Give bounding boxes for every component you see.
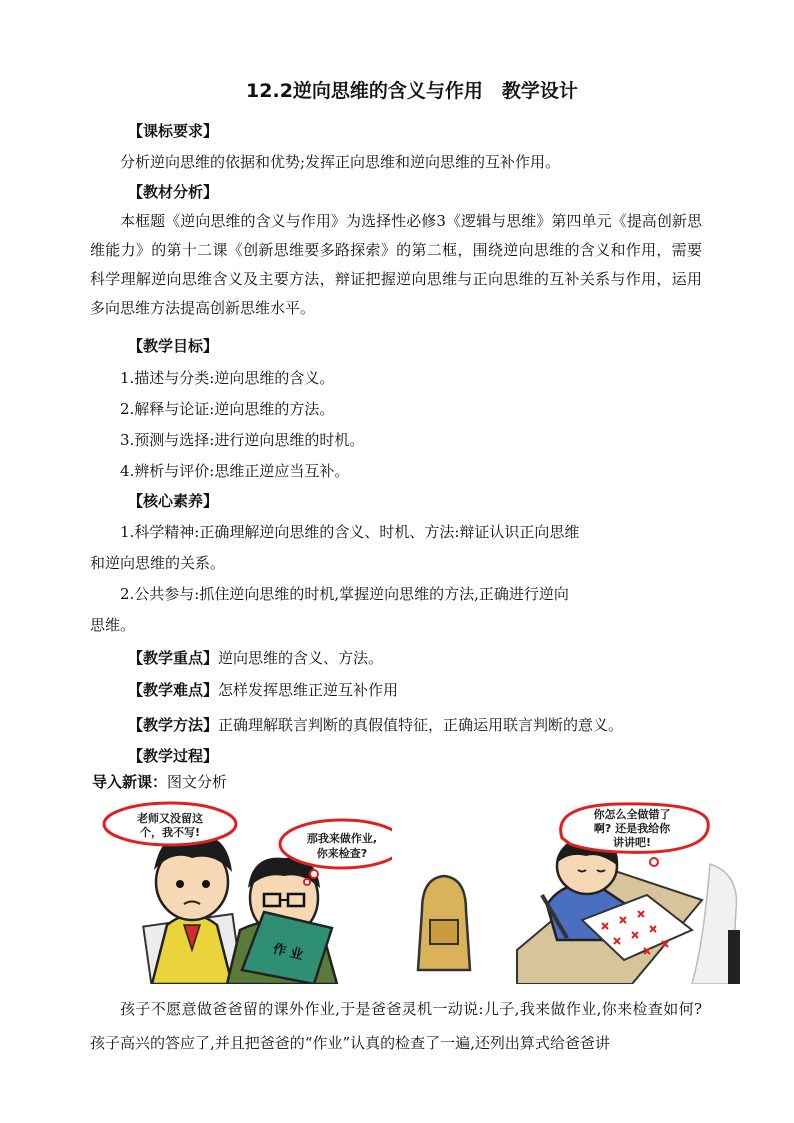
key-points-text: 逆向思维的含义、方法。 — [218, 649, 384, 667]
literacy-item-2-line-2: 思维。 — [90, 616, 136, 634]
curriculum-requirements-text: 分析逆向思维的依据和优势;发挥正向思维和逆向思维的互补作用。 — [120, 153, 561, 171]
key-points-label: 【教学重点】 — [128, 649, 219, 667]
goal-item-1: 1.描述与分类:逆向思维的含义。 — [120, 369, 335, 387]
difficult-points-text: 怎样发挥思维正逆互补作用 — [218, 681, 399, 699]
heading-textbook-analysis: 【教材分析】 — [128, 183, 219, 201]
speech-bubble-3-line-3: 讲讲吧! — [612, 836, 652, 849]
speech-bubble-1-line-1: 老师又没留这 — [137, 812, 203, 825]
story-paragraph: 孩子不愿意做爸爸留的课外作业,于是爸爸灵机一动说:儿子,我来做作业,你来检查如何?孩子高兴的答应了,并且把爸爸的“作业”认真的检查了一遍,还列出算式给爸爸讲 — [90, 1000, 702, 1052]
key-points-line — [128, 648, 383, 668]
textbook-analysis-text: 本框题《逆向思维的含义与作用》为选择性必修3《逻辑与思维》第四单元《提高创新思维能力》的第十二课《创新思维要多路探索》的第二框，围绕逆向思维的含义和作用，需要科学理解逆向思维含义及主要方法，辩证把握逆向思维与正向思维的互补关系与作用，运用多向思维方法提高创新思维水平。 — [90, 212, 702, 317]
chair-edge — [728, 930, 740, 984]
intro-text: 图文分析 — [167, 773, 228, 791]
goal-item-3: 3.预测与选择:进行逆向思维的时机。 — [120, 431, 365, 449]
speech-bubble-1-line-2: 个，我不写! — [139, 826, 201, 839]
heading-teaching-goals: 【教学目标】 — [128, 337, 219, 355]
heading-core-literacy: 【核心素养】 — [128, 492, 219, 510]
book-label: 作 业 — [271, 941, 305, 964]
speech-bubble-2-line-1: 那我来做作业, — [306, 832, 378, 845]
teaching-method-line — [128, 715, 623, 735]
literacy-item-1-line-2: 和逆向思维的关系。 — [90, 554, 226, 572]
speech-bubble-3-line-2: 啊? 还是我给你 — [593, 822, 671, 835]
literacy-item-1-line-1: 1.科学精神:正确理解逆向思维的含义、时机、方法:辩证认识正向思维 — [120, 523, 580, 541]
speech-bubble-3-line-1: 你怎么全做错了 — [593, 808, 671, 821]
intro-line — [92, 772, 227, 792]
difficult-points-label: 【教学难点】 — [128, 681, 219, 699]
teaching-method-text: 正确理解联言判断的真假值特征，正确运用联言判断的意义。 — [218, 716, 624, 734]
heading-teaching-process: 【教学过程】 — [128, 747, 219, 765]
heading-curriculum-requirements: 【课标要求】 — [128, 122, 219, 140]
goal-item-4: 4.辨析与评价:思维正逆应当互补。 — [120, 462, 350, 480]
page-title: 12.2逆向思维的含义与作用 教学设计 — [246, 80, 578, 102]
comic-illustration — [92, 800, 740, 984]
intro-label: 导入新课： — [92, 773, 168, 791]
speech-bubble-2-line-2: 你来检查? — [316, 847, 368, 860]
literacy-item-2-line-1: 2.公共参与:抓住逆向思维的时机,掌握逆向思维的方法,正确进行逆向 — [120, 585, 569, 603]
difficult-points-line — [128, 680, 398, 700]
goal-item-2: 2.解释与论证:逆向思维的方法。 — [120, 400, 335, 418]
teaching-method-label: 【教学方法】 — [128, 716, 219, 734]
